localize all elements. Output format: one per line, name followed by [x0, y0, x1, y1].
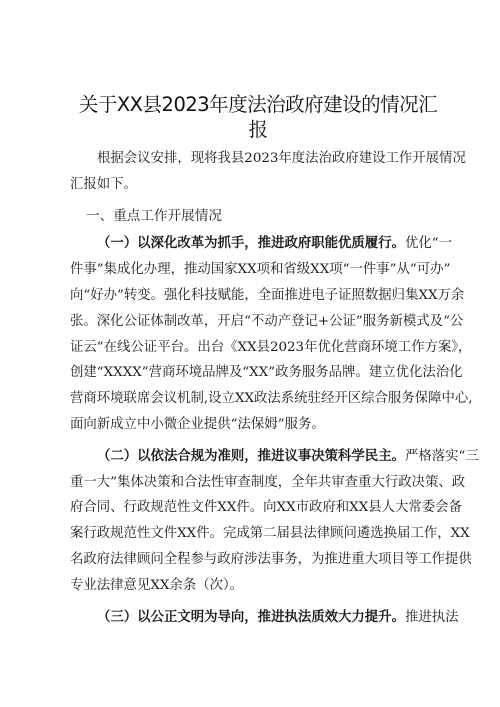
paragraph-1-line-8: 面向新成立中小微企业提供“法保姆”服务。 — [70, 416, 325, 432]
intro-paragraph — [70, 146, 466, 198]
paragraph-1-line-1 — [70, 231, 453, 257]
paragraph-1-line-7: 营商环境联席会议机制,设立XX政法系统驻经开区综合服务保障中心, — [70, 391, 473, 407]
paragraph-1-line-5: 证云”在线公证平台。出台《XX县2023年优化营商环境工作方案》， — [70, 339, 472, 355]
paragraph-1-line-6: 创建“XXXX”营商环境品牌及“XX”政务服务品牌。建立优化法治化 — [70, 365, 463, 381]
paragraph-1-line-3: 向“好办”转变。强化科技赋能，全面推进电子证照数据归集XX万余 — [70, 287, 465, 303]
paragraph-3-lead: （三）以公正文明为导向，推进执法质效大力提升。 — [97, 609, 405, 625]
paragraph-2-line-1 — [70, 444, 479, 470]
paragraph-3 — [70, 605, 459, 631]
section-1-heading: 一、重点工作开展情况 — [86, 207, 222, 224]
paragraph-3-line-1-rest: 推进执法 — [404, 609, 459, 625]
intro-line-2: 汇报如下。 — [70, 176, 137, 192]
paragraph-3-line-1 — [70, 605, 459, 631]
intro-line-1: 根据会议安排，现将我县2023年度法治政府建设工作开展情况 — [97, 151, 466, 166]
title-line-2: 报 — [248, 118, 268, 141]
document-body — [70, 146, 479, 630]
paragraph-2 — [70, 444, 479, 599]
paragraph-2-line-6: 专业法律意见XX余条（次）。 — [70, 577, 244, 593]
paragraph-1-lead: （一）以深化改革为抓手，推进政府职能优质履行。 — [97, 236, 405, 252]
paragraph-2-line-3: 府合同、行政规范性文件XX件。向XX市政府和XX县人大常委会备 — [70, 500, 462, 516]
paragraph-2-line-2: 重一大”集体决策和合法性审查制度，全年共审查重大行政决策、政 — [70, 474, 466, 490]
paragraph-1 — [70, 231, 473, 437]
paragraph-1-line-2: 件事”集成化办理，推动国家XX项和省级XX项“一件事”从“可办” — [70, 262, 451, 278]
paragraph-1-line-4: 张。深化公证体制改革，开启“不动产登记+公证”服务新模式及“公 — [70, 313, 464, 329]
paragraph-2-lead: （二）以依法合规为准则，推进议事决策科学民主。 — [97, 448, 405, 464]
paragraph-2-line-5: 名政府法律顾问全程参与政府涉法事务，为推进重大项目等工作提供 — [70, 551, 472, 567]
paragraph-1-line-1-rest: 优化“一 — [404, 236, 453, 252]
paragraph-2-line-4: 案行政规范性文件XX件。完成第二届县法律顾问遴选换届工作，XX — [70, 526, 470, 542]
document-title — [70, 92, 446, 142]
title-line-1: 关于XX县2023年度法治政府建设的情况汇 — [78, 93, 438, 116]
paragraph-2-line-1-rest: 严格落实“三 — [404, 448, 479, 464]
